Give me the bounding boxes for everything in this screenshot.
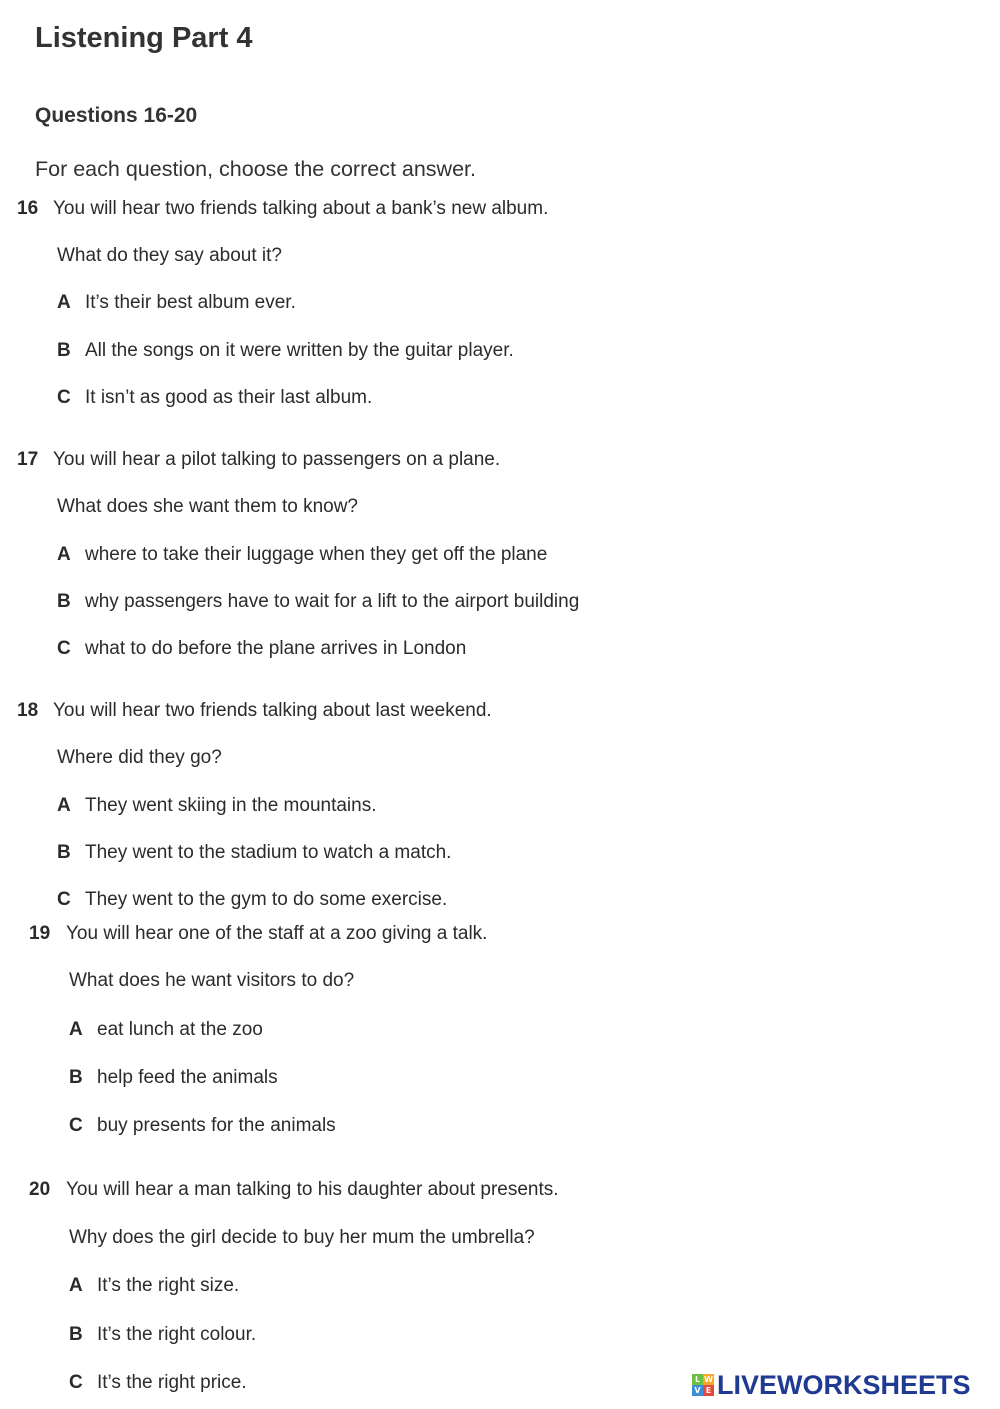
- question-text: What does he want visitors to do?: [69, 970, 355, 991]
- answer-option[interactable]: [57, 796, 377, 815]
- mark-cell: W: [704, 1375, 713, 1384]
- answer-option[interactable]: [69, 1020, 263, 1039]
- option-text: buy presents for the animals: [97, 1115, 336, 1136]
- option-text: It isn’t as good as their last album.: [85, 387, 373, 408]
- option-letter: B: [57, 340, 71, 361]
- answer-option[interactable]: [69, 1373, 247, 1392]
- questions-range-heading: Questions 16-20: [35, 104, 198, 127]
- option-text: All the songs on it were written by the guitar player.: [85, 340, 514, 361]
- option-letter: C: [57, 387, 71, 408]
- question-prompt: [17, 450, 500, 469]
- answer-option[interactable]: [57, 545, 547, 564]
- answer-option[interactable]: [69, 1116, 336, 1135]
- question-prompt-text: You will hear one of the staff at a zoo giving a talk.: [66, 923, 488, 944]
- question-number: 16: [17, 198, 39, 219]
- liveworksheets-mark-icon: [692, 1374, 714, 1396]
- instruction-text: For each question, choose the correct answer.: [35, 157, 476, 181]
- answer-option[interactable]: [57, 388, 372, 407]
- liveworksheets-wordmark: LIVEWORKSHEETS: [717, 1369, 971, 1400]
- option-letter: B: [57, 842, 71, 863]
- answer-option[interactable]: [69, 1276, 239, 1295]
- option-text: They went to the stadium to watch a match.: [85, 842, 452, 863]
- answer-option[interactable]: [57, 592, 579, 611]
- option-letter: C: [69, 1115, 83, 1136]
- option-letter: A: [57, 795, 71, 816]
- question-number: 19: [29, 923, 51, 944]
- question-number: 20: [29, 1179, 51, 1200]
- question-prompt: [17, 701, 492, 720]
- liveworksheets-logo: [692, 1370, 992, 1400]
- question-prompt: [29, 1180, 559, 1199]
- answer-option[interactable]: [69, 1325, 256, 1344]
- option-text: They went skiing in the mountains.: [85, 795, 377, 816]
- question-prompt: [29, 924, 487, 943]
- answer-option[interactable]: [57, 890, 447, 909]
- question-prompt-text: You will hear two friends talking about a bank’s new album.: [53, 198, 549, 219]
- option-letter: C: [57, 889, 71, 910]
- question-prompt: [17, 199, 548, 218]
- question-text: Where did they go?: [57, 747, 222, 768]
- option-letter: B: [69, 1324, 83, 1345]
- question-number: 17: [17, 449, 39, 470]
- question-prompt-text: You will hear a man talking to his daughter about presents.: [66, 1179, 559, 1200]
- option-text: It’s the right price.: [97, 1372, 247, 1393]
- question-text: What do they say about it?: [57, 245, 282, 266]
- page-title: Listening Part 4: [35, 22, 253, 54]
- option-text: It’s their best album ever.: [85, 292, 296, 313]
- question-text: Why does the girl decide to buy her mum the umbrella?: [69, 1227, 535, 1248]
- option-text: why passengers have to wait for a lift to the airport building: [85, 591, 580, 612]
- option-text: what to do before the plane arrives in London: [85, 638, 467, 659]
- option-letter: C: [57, 638, 71, 659]
- option-letter: B: [69, 1067, 83, 1088]
- mark-cell: L: [692, 1374, 703, 1385]
- option-text: eat lunch at the zoo: [97, 1019, 263, 1040]
- question-text: What does she want them to know?: [57, 496, 358, 517]
- answer-option[interactable]: [57, 639, 466, 658]
- option-text: It’s the right size.: [97, 1275, 240, 1296]
- answer-option[interactable]: [57, 341, 514, 360]
- option-text: It’s the right colour.: [97, 1324, 257, 1345]
- question-prompt-text: You will hear a pilot talking to passengers on a plane.: [53, 449, 501, 470]
- option-letter: A: [57, 292, 71, 313]
- option-text: They went to the gym to do some exercise.: [85, 889, 448, 910]
- option-text: help feed the animals: [97, 1067, 278, 1088]
- option-letter: A: [69, 1019, 83, 1040]
- answer-option[interactable]: [57, 843, 451, 862]
- option-letter: A: [69, 1275, 83, 1296]
- question-prompt-text: You will hear two friends talking about last weekend.: [53, 700, 492, 721]
- mark-cell: V: [692, 1385, 703, 1396]
- question-number: 18: [17, 700, 39, 721]
- answer-option[interactable]: [69, 1068, 278, 1087]
- answer-option[interactable]: [57, 293, 296, 312]
- option-text: where to take their luggage when they get off the plane: [85, 544, 548, 565]
- mark-cell: E: [703, 1385, 714, 1396]
- option-letter: C: [69, 1372, 83, 1393]
- option-letter: B: [57, 591, 71, 612]
- option-letter: A: [57, 544, 71, 565]
